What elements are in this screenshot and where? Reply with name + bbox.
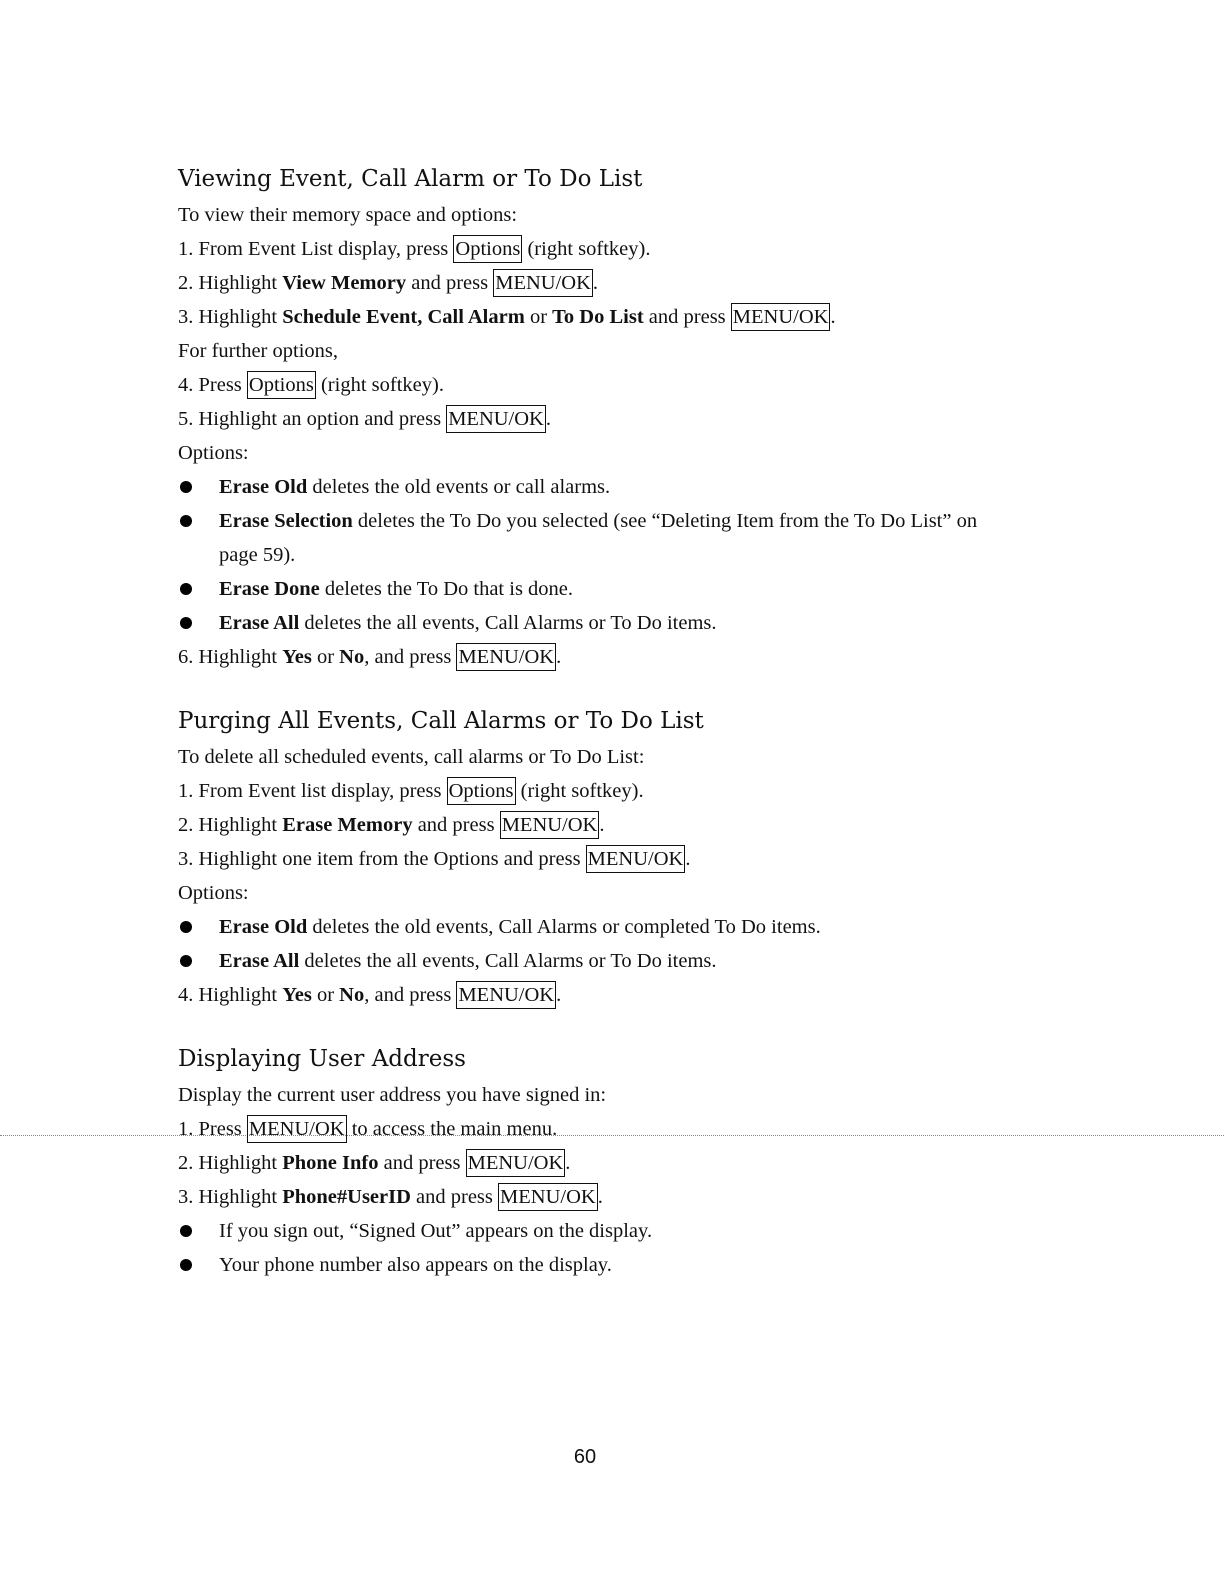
- bullet-dot-icon: [180, 481, 192, 493]
- bullet-item: Erase All deletes the all events, Call Alarms or To Do items.: [178, 944, 1138, 978]
- step-1: 1. From Event List display, press Options (right softkey).: [178, 232, 1138, 266]
- bullet-item: Erase All deletes the all events, Call Alarms or To Do items.: [178, 606, 1138, 640]
- manual-page: [178, 162, 1138, 1282]
- bullet-dot-icon: [180, 617, 192, 629]
- options-label: Options:: [178, 882, 249, 904]
- menu-ok-key: MENU/OK: [493, 269, 593, 297]
- bullet-dot-icon: [180, 515, 192, 527]
- step-1: 1. From Event list display, press Options (right softkey).: [178, 774, 1138, 808]
- menu-ok-key: MENU/OK: [500, 811, 600, 839]
- menu-ok-key: MENU/OK: [498, 1183, 598, 1211]
- bullet-item: If you sign out, “Signed Out” appears on the display.: [178, 1214, 1138, 1248]
- section-intro: To delete all scheduled events, call alarms or To Do List:: [178, 746, 645, 768]
- bullet-dot-icon: [180, 583, 192, 595]
- step-2: 2. Highlight View Memory and press MENU/OK.: [178, 266, 1138, 300]
- section-user-address: [178, 1042, 1138, 1282]
- step-3: 3. Highlight one item from the Options and press MENU/OK.: [178, 842, 1138, 876]
- page-number: 60: [573, 1446, 597, 1468]
- bullet-item: Erase Old deletes the old events, Call Alarms or completed To Do items.: [178, 910, 1138, 944]
- bullet-item: Erase Old deletes the old events or call alarms.: [178, 470, 1138, 504]
- step-4: 4. Press Options (right softkey).: [178, 368, 1138, 402]
- step-2: 2. Highlight Erase Memory and press MENU/OK.: [178, 808, 1138, 842]
- options-label: Options:: [178, 442, 249, 464]
- section-intro: To view their memory space and options:: [178, 204, 518, 226]
- bullet-item: Erase Selection deletes the To Do you selected (see “Deleting Item from the To Do List” on page 59).: [178, 504, 1019, 572]
- step-4: 4. Highlight Yes or No, and press MENU/OK.: [178, 978, 1138, 1012]
- bullet-dot-icon: [180, 955, 192, 967]
- further-options-label: For further options,: [178, 340, 338, 362]
- options-key: Options: [453, 235, 522, 263]
- step-2: 2. Highlight Phone Info and press MENU/OK.: [178, 1146, 1138, 1180]
- options-key: Options: [447, 777, 516, 805]
- bullet-item: Erase Done deletes the To Do that is done.: [178, 572, 1138, 606]
- step-5: 5. Highlight an option and press MENU/OK.: [178, 402, 1138, 436]
- step-3: 3. Highlight Schedule Event, Call Alarm or To Do List and press MENU/OK.: [178, 300, 1138, 334]
- step-6: 6. Highlight Yes or No, and press MENU/OK.: [178, 640, 1138, 674]
- bullet-dot-icon: [180, 1225, 192, 1237]
- menu-ok-key: MENU/OK: [586, 845, 686, 873]
- bullet-dot-icon: [180, 921, 192, 933]
- menu-ok-key: MENU/OK: [731, 303, 831, 331]
- menu-ok-key: MENU/OK: [446, 405, 546, 433]
- menu-ok-key: MENU/OK: [456, 981, 556, 1009]
- section-intro: Display the current user address you have signed in:: [178, 1084, 607, 1106]
- section-viewing-event: [178, 162, 1138, 674]
- section-purging-events: [178, 704, 1138, 1012]
- section-title: Displaying User Address: [178, 1046, 466, 1072]
- menu-ok-key: MENU/OK: [466, 1149, 566, 1177]
- step-1: 1. Press MENU/OK to access the main menu.: [178, 1112, 1138, 1146]
- step-3: 3. Highlight Phone#UserID and press MENU/OK.: [178, 1180, 1138, 1214]
- section-title: Purging All Events, Call Alarms or To Do List: [178, 708, 704, 734]
- bullet-dot-icon: [180, 1259, 192, 1271]
- menu-ok-key: MENU/OK: [247, 1115, 347, 1143]
- menu-ok-key: MENU/OK: [456, 643, 556, 671]
- options-key: Options: [247, 371, 316, 399]
- bullet-item: Your phone number also appears on the display.: [178, 1248, 1138, 1282]
- section-title: Viewing Event, Call Alarm or To Do List: [178, 166, 643, 192]
